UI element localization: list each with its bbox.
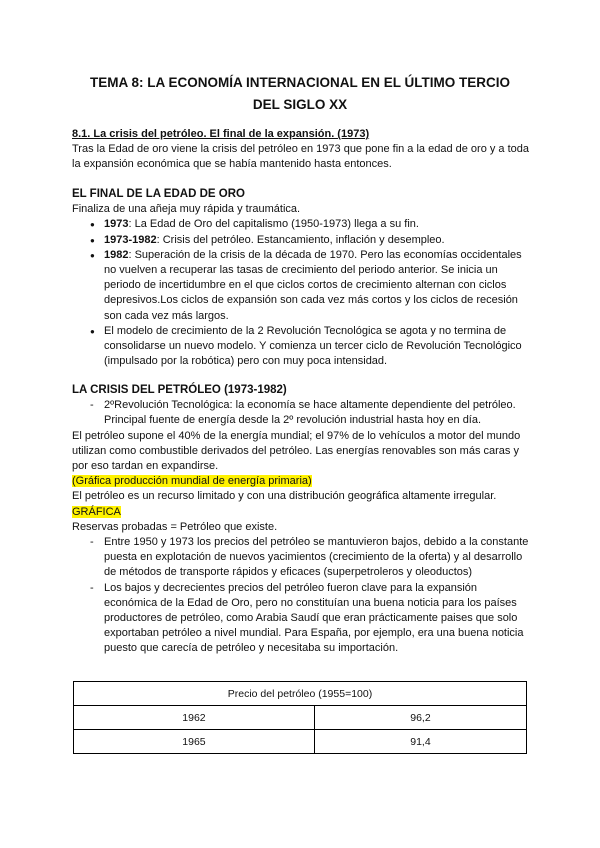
section-final-edad-oro bbox=[72, 187, 530, 369]
page-title bbox=[60, 72, 540, 116]
list-item bbox=[72, 248, 530, 324]
dash-list-2 bbox=[72, 535, 530, 657]
paragraph-recurso-limitado: El petróleo es un recurso limitado y con una distribución geográfica altamente irregular. bbox=[72, 490, 497, 503]
table-header: Precio del petróleo (1955=100) bbox=[74, 682, 527, 706]
bullet-text: : Crisis del petróleo. Estancamiento, inflación y desempleo. bbox=[156, 233, 445, 246]
section-8-1 bbox=[72, 127, 530, 173]
title-line-1: TEMA 8: LA ECONOMÍA INTERNACIONAL EN EL ÚLTIMO TERCIO bbox=[90, 75, 510, 90]
list-item: - Entre 1950 y 1973 los precios del petróleo se mantuvieron bajos, debido a la constante puesta en explotación de nuevos yacimientos (crecimiento de la oferta) y al desarrollo de métodos de transporte rápidos y eficaces (superpetroleros y oleoductos) bbox=[72, 535, 530, 581]
oil-price-table bbox=[73, 681, 527, 754]
list-item: - 2ºRevolución Tecnológica: la economía se hace altamente dependiente del petróleo. Principal fuente de energía desde la 2º revolución industrial hasta hoy en día. bbox=[72, 398, 530, 428]
dash-list-1 bbox=[72, 398, 530, 428]
highlight-grafica: GRÁFICA bbox=[72, 505, 121, 518]
section-heading-crisis-petroleo: LA CRISIS DEL PETRÓLEO (1973-1982) bbox=[72, 384, 287, 396]
table-cell-year: 1962 bbox=[74, 706, 315, 730]
table-header-row bbox=[74, 682, 527, 706]
table-row bbox=[74, 706, 527, 730]
table-cell-year: 1965 bbox=[74, 730, 315, 754]
paragraph-reservas: Reservas probadas = Petróleo que existe. bbox=[72, 520, 278, 533]
bullet-year: 1973 bbox=[104, 218, 129, 231]
table-cell-value: 91,4 bbox=[314, 730, 526, 754]
list-item bbox=[72, 233, 530, 248]
paragraph-energia: El petróleo supone el 40% de la energía mundial; el 97% de lo vehículos a motor del mundo utilizan como combustible derivados del petróleo. Las energías renovables son más caras y por eso tardan en expandirse. bbox=[72, 429, 521, 473]
section-8-1-text: Tras la Edad de oro viene la crisis del petróleo en 1973 que pone fin a la edad de oro y a toda la expansión económica que se había mantenido hasta entonces. bbox=[72, 143, 530, 171]
list-item: - Los bajos y decrecientes precios del petróleo fueron clave para la expansión económica de la Edad de Oro, pero no constituían una buena noticia para los países productores de petróleo, como Arabia Saudí que eran prácticamente paises que solo exportaban petróleo a nivel mundial. Para España, por ejemplo, era una buena noticia puesto que carecía de petróleo y necesitaba su importación. bbox=[72, 581, 530, 657]
section-heading-8-1: 8.1. La crisis del petróleo. El final de la expansión. (1973) bbox=[72, 128, 370, 140]
list-item bbox=[72, 324, 530, 370]
bullet-text: : La Edad de Oro del capitalismo (1950-1973) llega a su fin. bbox=[128, 218, 419, 231]
title-line-2: DEL SIGLO XX bbox=[252, 97, 348, 112]
section-intro: Finaliza de una añeja muy rápida y traumática. bbox=[72, 203, 301, 216]
bullet-list bbox=[72, 217, 530, 369]
bullet-year: 1982 bbox=[104, 248, 129, 261]
bullet-text: : Superación de la crisis de la década de 1970. Pero las economías occidentales no vuelven a recuperar las tasas de crecimiento del periodo anterior. Se inicia un periodo de incertidumbre en el que ciclos cortos de crecimiento alternan con ciclos depresivos.Los ciclos de expansión son cada vez más cortos y los ciclos de recesión son cada vez más largos. bbox=[104, 248, 522, 322]
bullet-year: 1973-1982 bbox=[104, 233, 157, 246]
table-row bbox=[74, 730, 527, 754]
highlight-grafica-produccion: (Gráfica producción mundial de energía primaria) bbox=[72, 475, 312, 488]
section-heading-final-edad-oro: EL FINAL DE LA EDAD DE ORO bbox=[72, 188, 245, 200]
bullet-text: El modelo de crecimiento de la 2 Revolución Tecnológica se agota y no termina de consolidarse un nuevo modelo. Y comienza un tercer ciclo de Revolución Tecnológico (impulsado por la robótica) pero con muy poca intensidad. bbox=[104, 324, 522, 368]
table-cell-value: 96,2 bbox=[314, 706, 526, 730]
section-crisis-petroleo bbox=[72, 383, 530, 657]
list-item bbox=[72, 217, 530, 232]
